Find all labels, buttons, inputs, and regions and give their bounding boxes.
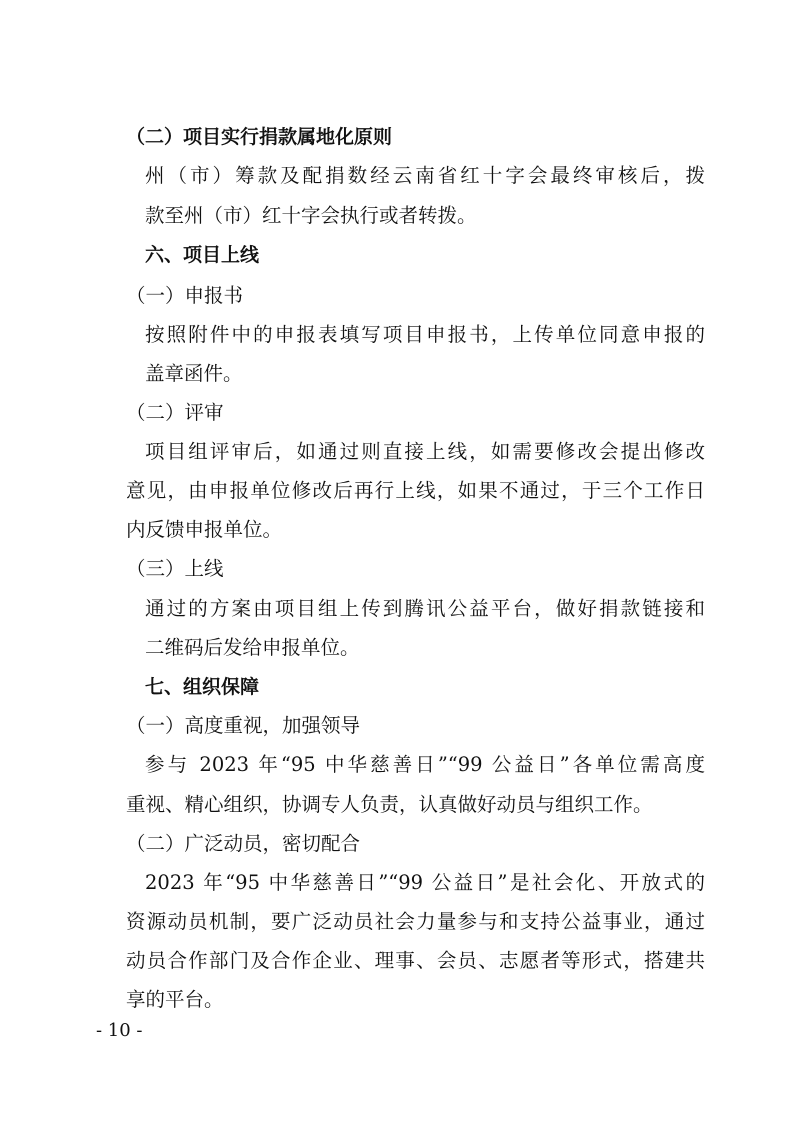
paragraph-line: 款至州（市）红十字会执行或者转拨。 [145, 204, 477, 227]
paragraph-line: 按照附件中的申报表填写项目申报书，上传单位同意申报的 [145, 323, 705, 346]
paragraph-line: 通过的方案由项目组上传到腾讯公益平台，做好捐款链接和 [145, 597, 705, 620]
paragraph-line: 2023 年“95 中华慈善日”“99 公益日”是社会化、开放式的 [145, 871, 705, 894]
paragraph-line: 享的平台。 [126, 988, 224, 1011]
paragraph-line: 项目组评审后，如通过则直接上线，如需要修改会提出修改 [145, 440, 705, 463]
paragraph-line: 参与 2023 年“95 中华慈善日”“99 公益日”各单位需高度 [145, 753, 705, 776]
paragraph-line: 重视、精心组织，协调专人负责，认真做好动员与组织工作。 [126, 793, 653, 816]
subsection-heading: （一）申报书 [126, 284, 244, 307]
subsection-heading: （三）上线 [126, 557, 224, 580]
section-heading: 七、组织保障 [145, 676, 260, 698]
paragraph-line: 内反馈申报单位。 [126, 518, 283, 541]
subsection-heading: （二）评审 [126, 401, 224, 424]
subsection-heading: （二）项目实行捐款属地化原则 [126, 126, 393, 148]
paragraph-line: 二维码后发给申报单位。 [145, 636, 360, 659]
paragraph-line: 资源动员机制，要广泛动员社会力量参与和支持公益事业，通过 [126, 910, 705, 933]
subsection-heading: （二）广泛动员，密切配合 [126, 832, 361, 855]
paragraph-line: 动员合作部门及合作企业、理事、会员、志愿者等形式，搭建共 [126, 949, 705, 972]
paragraph-line: 盖章函件。 [145, 362, 243, 385]
paragraph-line: 意见，由申报单位修改后再行上线，如果不通过，于三个工作日 [126, 479, 705, 502]
subsection-heading: （一）高度重视，加强领导 [126, 714, 361, 737]
paragraph-line: 州（市）筹款及配捐数经云南省红十字会最终审核后，拨 [145, 164, 705, 187]
page-number: - 10 - [96, 1020, 143, 1041]
section-heading: 六、项目上线 [145, 244, 260, 266]
